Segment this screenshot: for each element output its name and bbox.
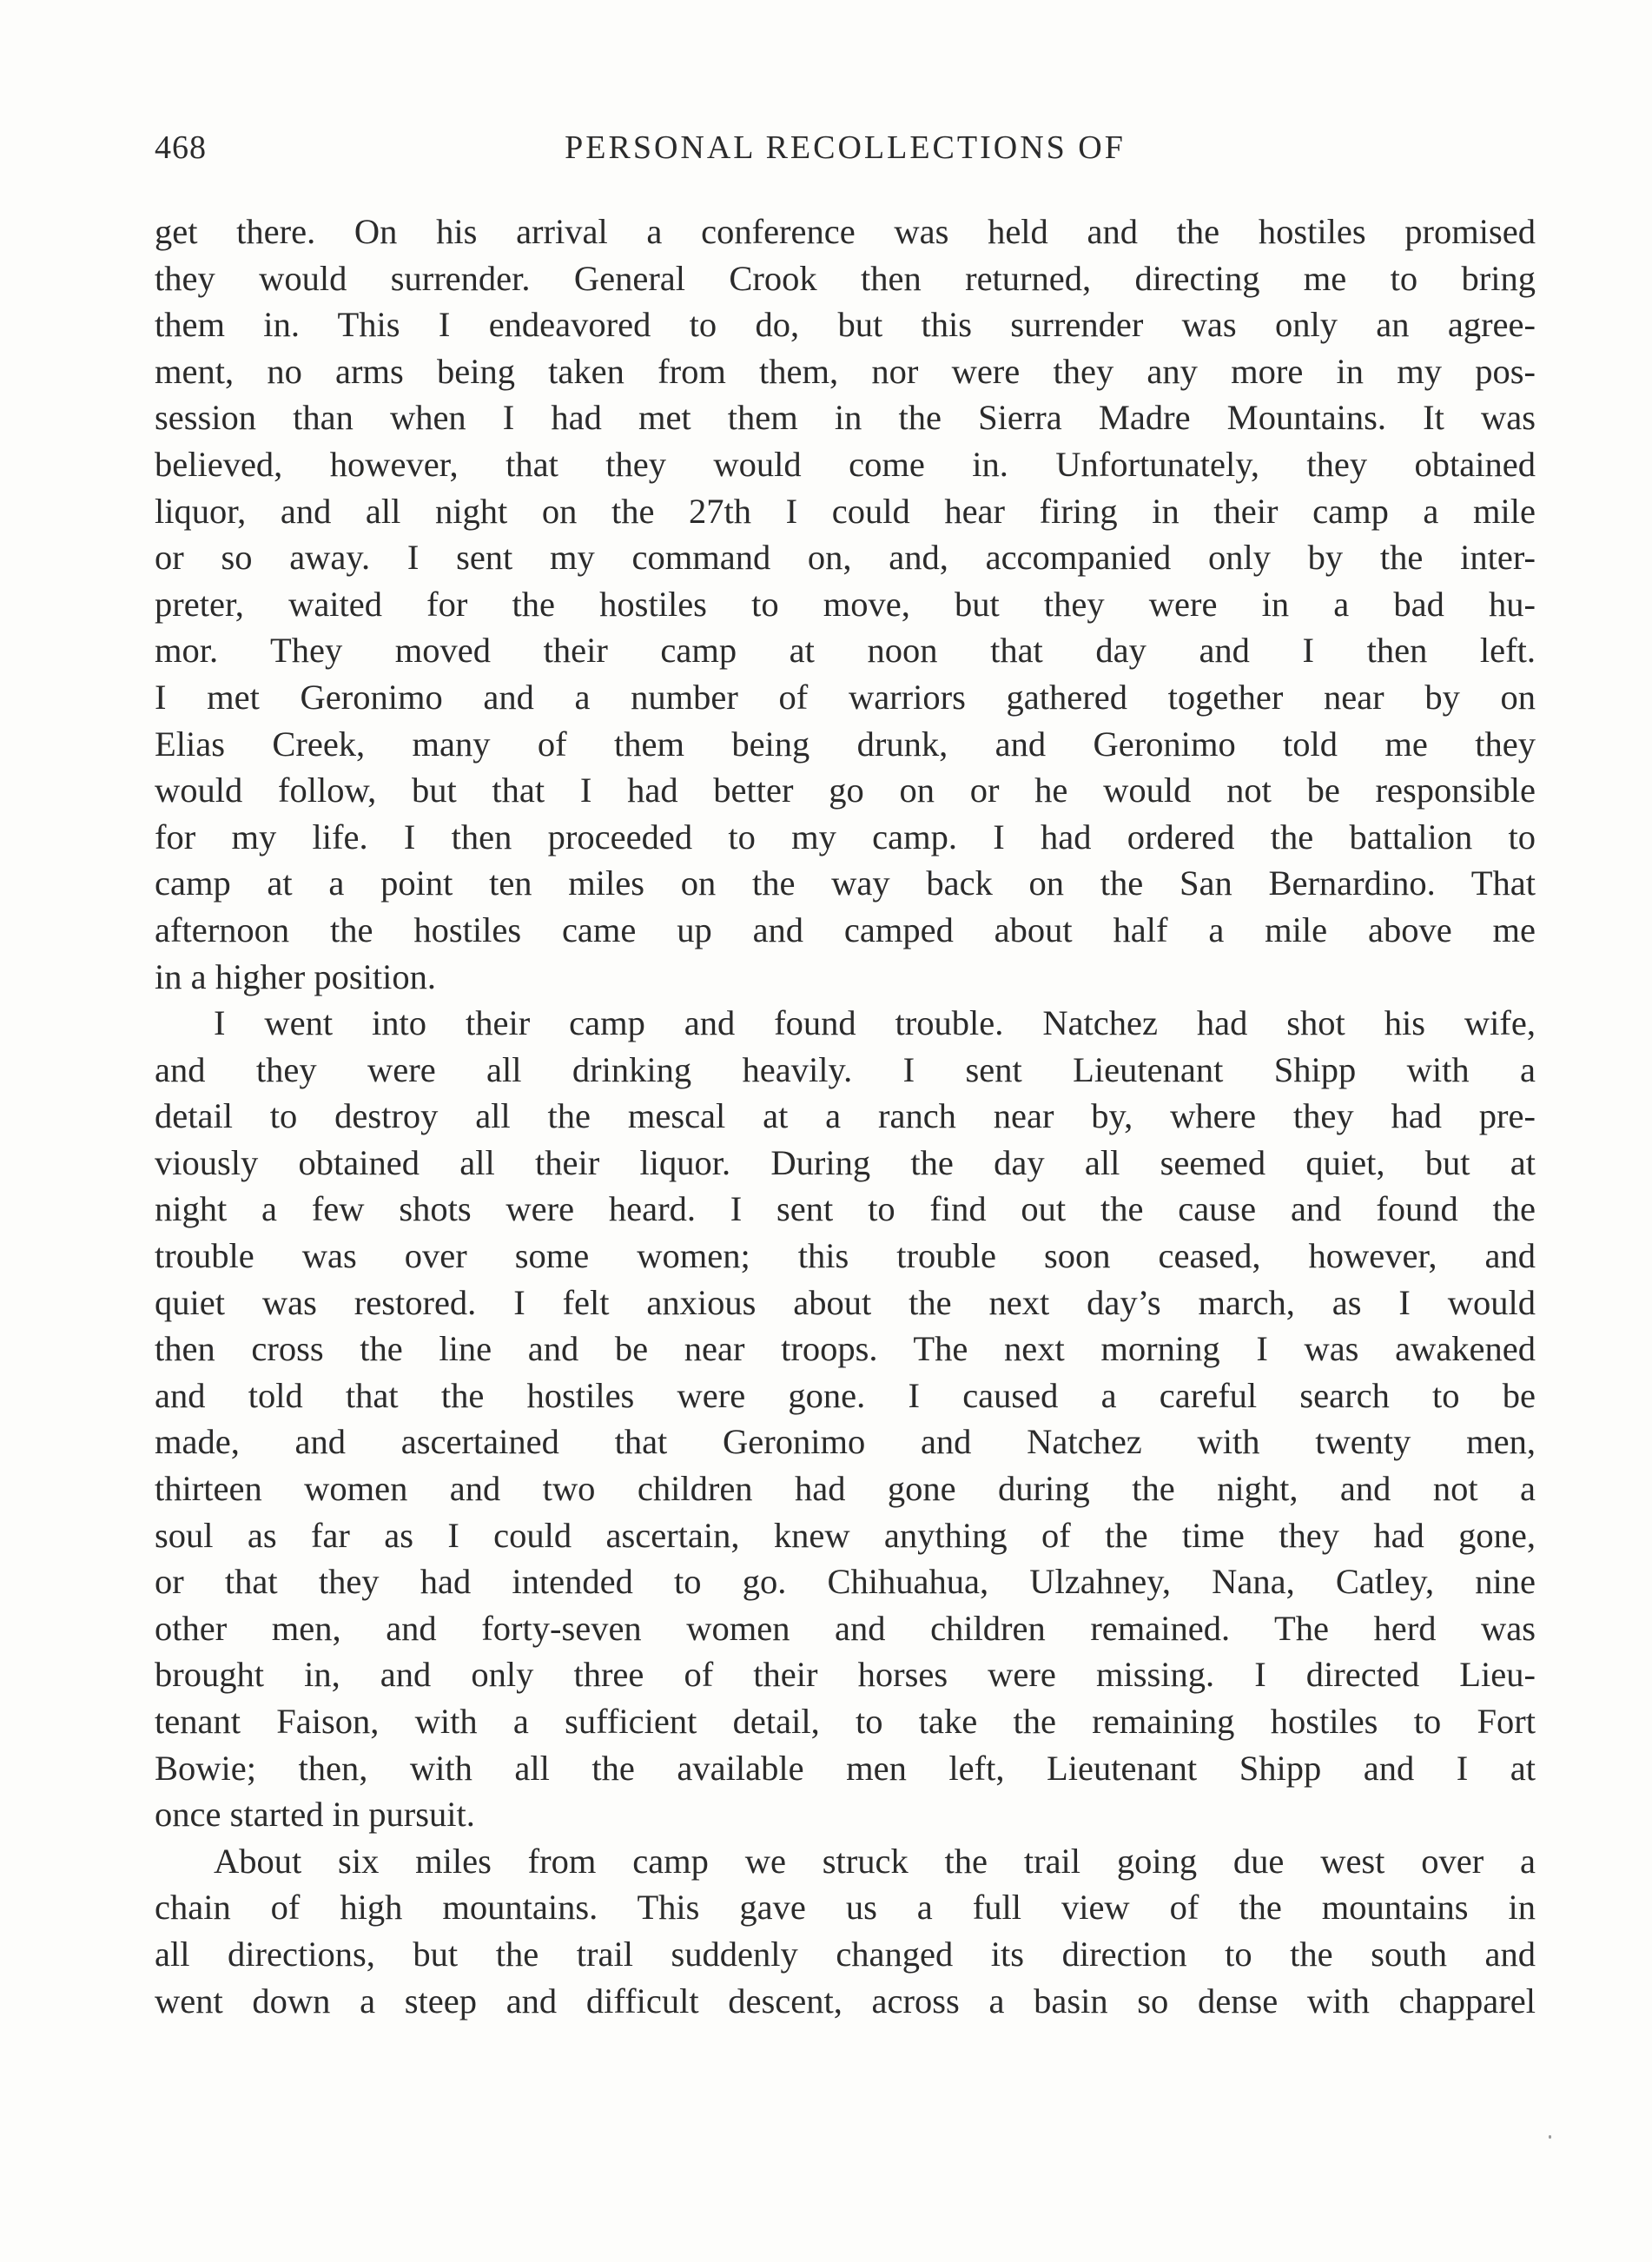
text-line: liquor, and all night on the 27th I could hear firing in their camp a mile (155, 491, 1536, 531)
text-line: I met Geronimo and a number of warriors gathered together near by on (155, 677, 1536, 717)
text-line: them in. This I endeavored to do, but this surrender was only an agree- (155, 305, 1536, 345)
text-line: Bowie; then, with all the available men left, Lieutenant Shipp and I at (155, 1748, 1536, 1788)
text-line: or so away. I sent my command on, and, accompanied only by the inter- (155, 538, 1536, 578)
text-line: get there. On his arrival a conference was held and the hostiles promised (155, 212, 1536, 251)
page-number: 468 (155, 129, 207, 166)
text-line: About six miles from camp we struck the trail going due west over a (214, 1841, 1536, 1881)
text-line: I went into their camp and found trouble. Natchez had shot his wife, (214, 1003, 1536, 1043)
text-line: once started in pursuit. (155, 1795, 475, 1835)
text-line: session than when I had met them in the Sierra Madre Mountains. It was (155, 398, 1536, 438)
text-line: for my life. I then proceeded to my camp. I had ordered the battalion to (155, 817, 1536, 857)
text-line: and told that the hostiles were gone. I caused a careful search to be (155, 1375, 1536, 1415)
text-line: thirteen women and two children had gone during the night, and not a (155, 1469, 1536, 1509)
paragraph-1 (155, 208, 1536, 1000)
text-line: all directions, but the trail suddenly changed its direction to the south and (155, 1934, 1536, 1974)
text-line: chain of high mountains. This gave us a full view of the mountains in (155, 1888, 1536, 1928)
text-line: Elias Creek, many of them being drunk, and Geronimo told me they (155, 724, 1536, 764)
text-line: camp at a point ten miles on the way back on the San Bernardino. That (155, 863, 1536, 903)
text-line: then cross the line and be near troops. The next morning I was awakened (155, 1329, 1536, 1369)
text-line: other men, and forty-seven women and children remained. The herd was (155, 1608, 1536, 1648)
text-line: made, and ascertained that Geronimo and Natchez with twenty men, (155, 1422, 1536, 1462)
text-line: or that they had intended to go. Chihuahua, Ulzahney, Nana, Catley, nine (155, 1562, 1536, 1602)
paragraph-2 (155, 1000, 1536, 1838)
text-line: they would surrender. General Crook then returned, directing me to bring (155, 258, 1536, 298)
text-line: believed, however, that they would come in. Unfortunately, they obtained (155, 444, 1536, 484)
text-line: trouble was over some women; this trouble soon ceased, however, and (155, 1236, 1536, 1276)
text-line: night a few shots were heard. I sent to find out the cause and found the (155, 1189, 1536, 1229)
running-head (155, 122, 1536, 174)
paper-speck (1549, 2135, 1551, 2139)
text-line: soul as far as I could ascertain, knew anything of the time they had gone, (155, 1515, 1536, 1555)
body-text (155, 208, 1536, 2024)
text-line: quiet was restored. I felt anxious about the next day’s march, as I would (155, 1282, 1536, 1322)
text-line: afternoon the hostiles came up and camped about half a mile above me (155, 909, 1536, 949)
text-line: and they were all drinking heavily. I sent Lieutenant Shipp with a (155, 1049, 1536, 1089)
text-line: brought in, and only three of their horses were missing. I directed Lieu- (155, 1655, 1536, 1695)
paragraph-3 (155, 1838, 1536, 2024)
text-line: would follow, but that I had better go on or he would not be responsible (155, 771, 1536, 810)
text-line: tenant Faison, with a sufficient detail, to take the remaining hostiles to Fort (155, 1702, 1536, 1741)
text-line: went down a steep and difficult descent, across a basin so dense with chapparel (155, 1981, 1536, 2021)
text-line: viously obtained all their liquor. During the day all seemed quiet, but at (155, 1142, 1536, 1182)
text-line: in a higher position. (155, 956, 436, 996)
text-line: preter, waited for the hostiles to move, but they were in a bad hu- (155, 584, 1536, 624)
running-title: PERSONAL RECOLLECTIONS OF (565, 129, 1126, 166)
text-line: detail to destroy all the mescal at a ranch near by, where they had pre- (155, 1096, 1536, 1136)
text-line: mor. They moved their camp at noon that day and I then left. (155, 631, 1536, 671)
text-line: ment, no arms being taken from them, nor were they any more in my pos- (155, 351, 1536, 391)
